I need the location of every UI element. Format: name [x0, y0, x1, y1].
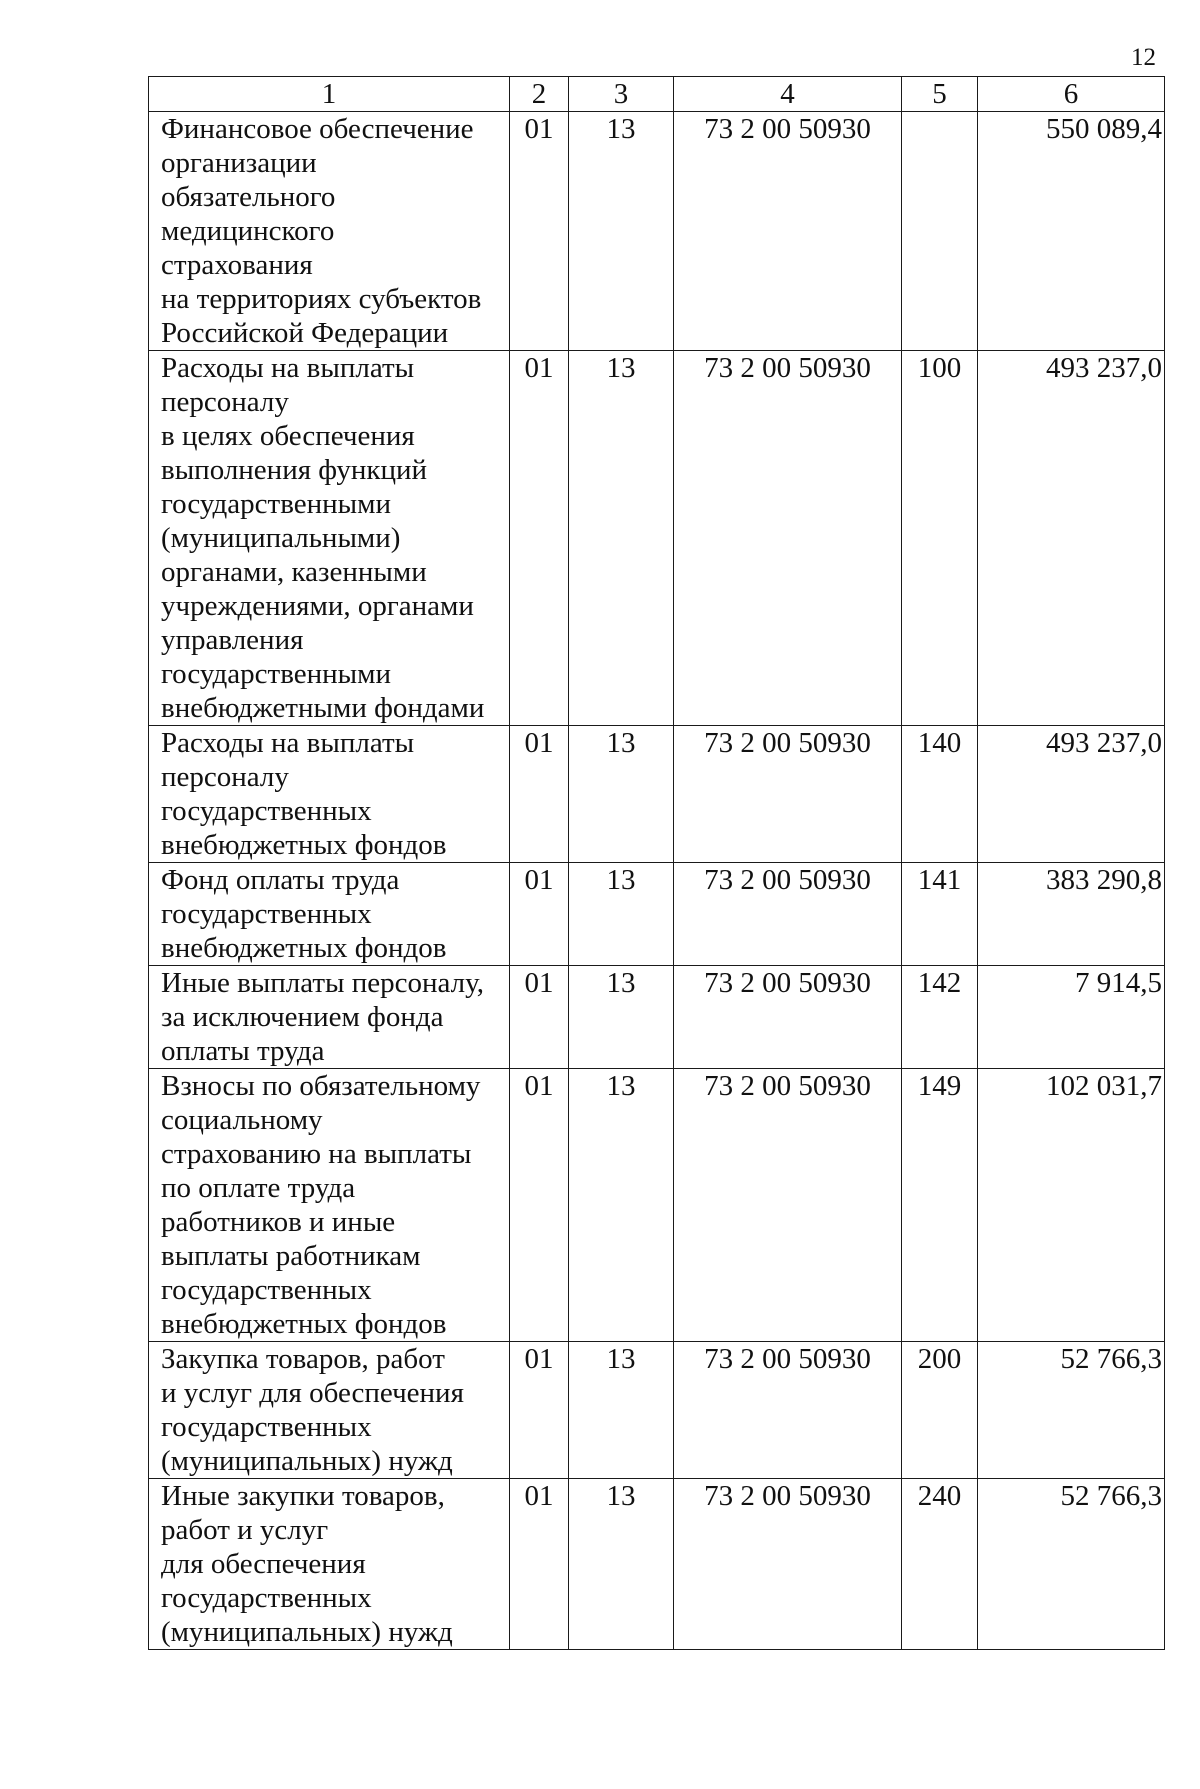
- section-cell: 01: [510, 863, 569, 966]
- item-name-line: учреждениями, органами: [161, 590, 474, 622]
- amount-cell: 383 290,8: [978, 863, 1165, 966]
- table-row: [149, 863, 1165, 966]
- item-name-line: (муниципальными): [161, 522, 401, 554]
- item-name-line: (муниципальных) нужд: [161, 1445, 453, 1477]
- target-code-cell: 73 2 00 50930: [674, 351, 902, 726]
- amount-cell: 550 089,4: [978, 112, 1165, 351]
- section-cell: 01: [510, 1342, 569, 1479]
- item-name-line: Фонд оплаты труда: [161, 864, 400, 896]
- target-code-cell: 73 2 00 50930: [674, 1479, 902, 1650]
- table-row: [149, 966, 1165, 1069]
- subsection-cell: 13: [569, 1069, 674, 1342]
- amount-cell: 493 237,0: [978, 726, 1165, 863]
- item-name-line: Расходы на выплаты: [161, 727, 415, 759]
- item-name-line: внебюджетных фондов: [161, 1308, 447, 1340]
- item-name-cell: [149, 351, 510, 726]
- item-name-line: внебюджетных фондов: [161, 829, 447, 861]
- expense-type-cell: 142: [902, 966, 978, 1069]
- target-code-cell: 73 2 00 50930: [674, 863, 902, 966]
- item-name-line: по оплате труда: [161, 1172, 356, 1204]
- item-name-cell: [149, 966, 510, 1069]
- item-name-line: государственных: [161, 1411, 372, 1443]
- target-code-cell: 73 2 00 50930: [674, 726, 902, 863]
- item-name-line: медицинского: [161, 215, 335, 247]
- section-cell: 01: [510, 1479, 569, 1650]
- item-name-line: на территориях субъектов: [161, 283, 482, 315]
- subsection-cell: 13: [569, 112, 674, 351]
- item-name-line: Иные закупки товаров,: [161, 1480, 445, 1512]
- column-header-6: 6: [978, 77, 1165, 112]
- item-name-line: выплаты работникам: [161, 1240, 421, 1272]
- item-name-cell: [149, 112, 510, 351]
- item-name-cell: [149, 1069, 510, 1342]
- item-name-line: государственными: [161, 488, 392, 520]
- item-name-line: государственных: [161, 1274, 372, 1306]
- amount-cell: 493 237,0: [978, 351, 1165, 726]
- expense-type-cell: 200: [902, 1342, 978, 1479]
- table-row: [149, 1342, 1165, 1479]
- item-name-line: органами, казенными: [161, 556, 427, 588]
- item-name-line: Взносы по обязательному: [161, 1070, 481, 1102]
- target-code-cell: 73 2 00 50930: [674, 1342, 902, 1479]
- subsection-cell: 13: [569, 1342, 674, 1479]
- item-name-cell: [149, 863, 510, 966]
- expense-type-cell: 141: [902, 863, 978, 966]
- item-name-line: государственных: [161, 898, 372, 930]
- table-row: [149, 726, 1165, 863]
- table-row: [149, 1479, 1165, 1650]
- target-code-cell: 73 2 00 50930: [674, 112, 902, 351]
- item-name-line: управления: [161, 624, 304, 656]
- item-name-line: Расходы на выплаты: [161, 352, 415, 384]
- item-name-line: социальному: [161, 1104, 323, 1136]
- item-name-line: для обеспечения: [161, 1548, 366, 1580]
- item-name-line: государственных: [161, 1582, 372, 1614]
- item-name-line: Иные выплаты персоналу,: [161, 967, 484, 999]
- expense-type-cell: 140: [902, 726, 978, 863]
- subsection-cell: 13: [569, 726, 674, 863]
- amount-cell: 102 031,7: [978, 1069, 1165, 1342]
- section-cell: 01: [510, 351, 569, 726]
- column-header-3: 3: [569, 77, 674, 112]
- column-header-1: 1: [149, 77, 510, 112]
- column-header-2: 2: [510, 77, 569, 112]
- item-name-cell: [149, 1342, 510, 1479]
- expense-type-cell: 100: [902, 351, 978, 726]
- budget-table: [148, 76, 1165, 1650]
- table-header: [149, 77, 1165, 112]
- subsection-cell: 13: [569, 1479, 674, 1650]
- expense-type-cell: [902, 112, 978, 351]
- item-name-line: в целях обеспечения: [161, 420, 415, 452]
- item-name-line: за исключением фонда: [161, 1001, 444, 1033]
- item-name-line: организации: [161, 147, 317, 179]
- item-name-line: работ и услуг: [161, 1514, 329, 1546]
- table-row: [149, 112, 1165, 351]
- item-name-line: выполнения функций: [161, 454, 428, 486]
- target-code-cell: 73 2 00 50930: [674, 1069, 902, 1342]
- column-header-5: 5: [902, 77, 978, 112]
- table-row: [149, 1069, 1165, 1342]
- header-row: [149, 77, 1165, 112]
- item-name-line: оплаты труда: [161, 1035, 325, 1067]
- item-name-line: персоналу: [161, 386, 289, 418]
- item-name-line: Российской Федерации: [161, 317, 449, 349]
- item-name-cell: [149, 1479, 510, 1650]
- item-name-line: и услуг для обеспечения: [161, 1377, 464, 1409]
- item-name-line: страхованию на выплаты: [161, 1138, 472, 1170]
- item-name-line: обязательного: [161, 181, 336, 213]
- item-name-line: страхования: [161, 249, 313, 281]
- item-name-line: работников и иные: [161, 1206, 396, 1238]
- target-code-cell: 73 2 00 50930: [674, 966, 902, 1069]
- column-header-4: 4: [674, 77, 902, 112]
- item-name-line: Финансовое обеспечение: [161, 113, 474, 145]
- subsection-cell: 13: [569, 863, 674, 966]
- item-name-cell: [149, 726, 510, 863]
- item-name-line: внебюджетными фондами: [161, 692, 485, 724]
- item-name-line: внебюджетных фондов: [161, 932, 447, 964]
- table-row: [149, 351, 1165, 726]
- item-name-line: персоналу: [161, 761, 289, 793]
- item-name-line: государственных: [161, 795, 372, 827]
- expense-type-cell: 240: [902, 1479, 978, 1650]
- amount-cell: 52 766,3: [978, 1479, 1165, 1650]
- table-body: [149, 112, 1165, 1650]
- expense-type-cell: 149: [902, 1069, 978, 1342]
- subsection-cell: 13: [569, 966, 674, 1069]
- section-cell: 01: [510, 966, 569, 1069]
- item-name-line: Закупка товаров, работ: [161, 1343, 445, 1375]
- section-cell: 01: [510, 112, 569, 351]
- item-name-line: (муниципальных) нужд: [161, 1616, 453, 1648]
- section-cell: 01: [510, 726, 569, 863]
- amount-cell: 7 914,5: [978, 966, 1165, 1069]
- item-name-line: государственными: [161, 658, 392, 690]
- amount-cell: 52 766,3: [978, 1342, 1165, 1479]
- page-number: 12: [1131, 44, 1156, 71]
- subsection-cell: 13: [569, 351, 674, 726]
- section-cell: 01: [510, 1069, 569, 1342]
